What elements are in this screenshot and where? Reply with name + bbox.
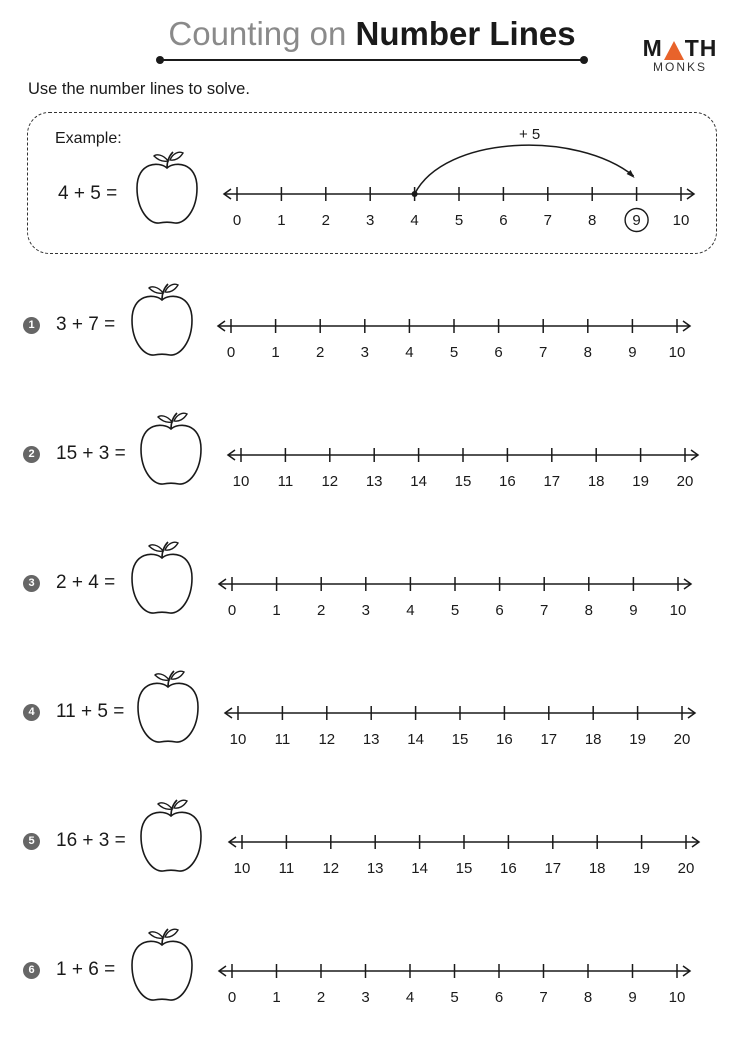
problem-1-number-badge: 1 [23,317,40,334]
example-tick-label: 7 [543,212,552,229]
problem-1-tick-label: 2 [316,344,325,361]
problem-6-tick-label: 0 [227,989,237,1006]
problem-5-number-line [229,835,699,877]
problem-2-tick-label: 18 [587,473,605,490]
problem-1-tick-label: 1 [271,344,280,361]
example-number-line [224,187,694,229]
problem-1-answer-apple-icon[interactable] [132,284,192,355]
problem-5-equation: 16 + 3 = [56,830,126,851]
problem-6-equation: 1 + 6 = [56,959,116,980]
problem-3-tick-label: 7 [540,602,549,619]
problem-3-tick-label: 9 [629,602,638,619]
problem-6-tick-label: 2 [316,989,326,1006]
problem-2-tick-label: 19 [632,473,649,490]
problem-4-number-badge: 4 [23,704,40,721]
problem-1-tick-label: 3 [360,344,369,361]
problem-2-tick-label: 16 [499,473,516,490]
problem-4-number-line [225,706,695,748]
example-jump-arc [415,145,634,194]
example-tick-label: 3 [366,212,375,229]
problem-2-tick-label: 15 [454,473,472,490]
problem-4-tick-label: 12 [318,731,336,748]
problem-5-tick-label: 15 [455,860,473,877]
problem-5-tick-label: 17 [544,860,562,877]
problem-6-tick-label: 7 [539,989,548,1006]
problem-4-tick-label: 11 [274,731,291,748]
problem-6-answer-apple-icon[interactable] [132,929,192,1000]
problem-1-tick-label: 9 [628,344,637,361]
example-tick-label: 0 [232,212,242,229]
problem-4-tick-label: 16 [496,731,513,748]
problem-3-tick-label: 2 [317,602,326,619]
problem-1-tick-label: 7 [539,344,548,361]
problem-6-tick-label: 5 [450,989,459,1006]
problem-3-tick-label: 3 [361,602,370,619]
problem-5-tick-label: 13 [366,860,384,877]
example-tick-label: 9 [632,212,641,229]
problem-4-tick-label: 17 [540,731,558,748]
problem-5-tick-label: 10 [233,860,251,877]
problem-6-tick-label: 3 [361,989,370,1006]
problem-1-tick-label: 0 [226,344,236,361]
problem-6-tick-label: 1 [272,989,281,1006]
problem-3-tick-label: 0 [227,602,237,619]
problem-3-tick-label: 4 [406,602,415,619]
problem-3-answer-apple-icon[interactable] [132,542,192,613]
problem-1-tick-label: 5 [449,344,459,361]
problem-6-number-line [219,964,690,1006]
title-light: Counting on [168,15,347,52]
problem-3-number-line [219,577,691,619]
problem-5-tick-label: 18 [588,860,606,877]
problem-3-equation: 2 + 4 = [56,572,116,593]
problem-6-tick-label: 9 [628,989,637,1006]
example-tick-label: 8 [588,212,597,229]
problem-4-tick-label: 14 [407,731,424,748]
problem-2-number-badge: 2 [23,446,40,463]
problem-2-number-line [228,448,698,490]
example-tick-label: 10 [672,212,690,229]
problem-1-tick-label: 10 [668,344,686,361]
problem-4-tick-label: 20 [673,731,691,748]
example-tick-label: 5 [454,212,464,229]
problem-4-tick-label: 18 [584,731,602,748]
example-tick-label: 2 [321,212,330,229]
problem-2-tick-label: 12 [321,473,339,490]
example-equation: 4 + 5 = [58,183,118,204]
instructions: Use the number lines to solve. [28,80,250,98]
logo-monks: MONKS [652,60,707,74]
problem-6-tick-label: 4 [405,989,415,1006]
problem-4-equation: 11 + 5 = [56,701,125,722]
problem-2-tick-label: 11 [277,473,294,490]
example-label: Example: [55,130,122,147]
problem-2-tick-label: 13 [365,473,383,490]
problem-2-equation: 15 + 3 = [56,443,126,464]
problem-3-number-badge: 3 [23,575,40,592]
problem-6-tick-label: 10 [668,989,686,1006]
problem-6-tick-label: 8 [583,989,593,1006]
problem-1-tick-label: 4 [405,344,414,361]
logo-text-m: M [642,35,663,61]
problem-4-tick-label: 10 [229,731,247,748]
logo-text-th: TH [684,35,718,61]
title-bold: Number Lines [355,15,576,52]
problem-4-answer-apple-icon[interactable] [138,671,198,742]
problem-4-tick-label: 13 [362,731,380,748]
problem-5-answer-apple-icon[interactable] [141,800,201,871]
example-tick-label: 4 [410,212,419,229]
problem-1-equation: 3 + 7 = [56,314,116,335]
example-tick-label: 1 [277,212,286,229]
problem-3-tick-label: 10 [669,602,687,619]
problem-3-tick-label: 1 [272,602,281,619]
problem-5-tick-label: 19 [633,860,650,877]
problem-5-tick-label: 20 [677,860,695,877]
problem-2-tick-label: 17 [543,473,561,490]
problem-5-tick-label: 14 [411,860,428,877]
problem-1-tick-label: 6 [494,344,503,361]
problem-2-tick-label: 14 [410,473,427,490]
problem-5-tick-label: 12 [322,860,340,877]
problem-2-tick-label: 20 [676,473,694,490]
problem-3-tick-label: 8 [584,602,593,619]
problem-3-tick-label: 5 [450,602,460,619]
problem-6-number-badge: 6 [23,962,40,979]
example-apple-icon [137,152,197,223]
problem-4-tick-label: 15 [451,731,469,748]
example-tick-label: 6 [499,212,508,229]
example-jump-label: + 5 [518,126,541,143]
problem-5-tick-label: 16 [500,860,517,877]
problem-3-tick-label: 6 [495,602,504,619]
problem-5-number-badge: 5 [23,833,40,850]
problem-5-tick-label: 11 [278,860,295,877]
problem-1-number-line [218,319,690,361]
problem-2-tick-label: 10 [232,473,250,490]
problem-4-tick-label: 19 [629,731,646,748]
problem-1-tick-label: 8 [583,344,592,361]
problem-6-tick-label: 6 [494,989,504,1006]
problem-2-answer-apple-icon[interactable] [141,413,201,484]
